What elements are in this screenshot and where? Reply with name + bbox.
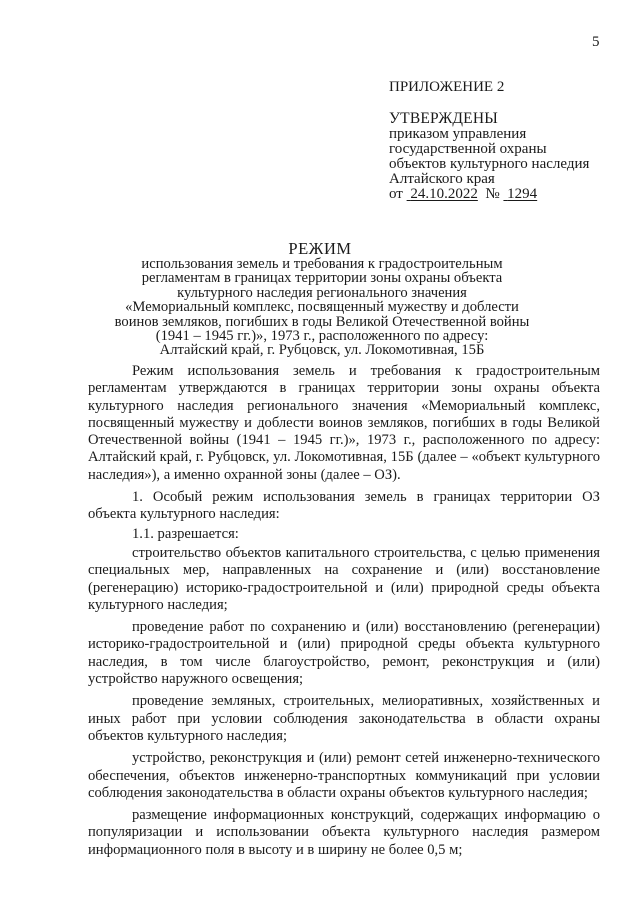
subtitle-line: культурного наследия регионального значения <box>177 284 467 301</box>
paragraph-1-1: 1.1. разрешается: <box>132 525 239 542</box>
approval-line: объектов культурного наследия <box>389 156 590 172</box>
paragraph-intro: Режим использования земель и требования к градостроительным регламентам утверждаются в границах территории зоны охраны объекта культурного наследия регионального значения «Мемориальный комплекс, посвященный мужеству и доблести воинов земляков, погибших в годы Великой Отечественной войны (1941 – 1945 гг.)», 1973 г., расположенного по адресу: Алтайский край, г. Рубцовск, ул. Локомотивная, 15Б (далее – «объект культурного наследия»), а именно охранной зоны (далее – ОЗ). <box>88 363 600 483</box>
paragraph-item: проведение работ по сохранению и (или) восстановлению (регенерации) историко-градостроительной и (или) природной среды объекта культурного наследия, в том числе благоустройство, ремонт, реконструкция и (или) устройство наружного освещения; <box>88 619 600 688</box>
appendix-label: ПРИЛОЖЕНИЕ 2 <box>389 79 505 95</box>
number-prefix: № <box>485 186 500 202</box>
document-title: РЕЖИМ <box>288 239 352 258</box>
approved-title: УТВЕРЖДЕНЫ <box>389 110 498 127</box>
paragraph-item: размещение информационных конструкций, содержащих информацию о популяризации и использовании объекта культурного наследия размером информационного поля в высоту и в ширину не более 0,5 м; <box>88 807 600 858</box>
order-number: 1294 <box>507 186 538 202</box>
subtitle-line: использования земель и требования к градостроительным <box>141 256 503 272</box>
paragraph-item: устройство, реконструкция и (или) ремонт сетей инженерно-технического обеспечения, объектов инженерно-транспортных коммуникаций при условии соблюдения законодательства в области охраны объектов культурного наследия; <box>88 750 600 801</box>
subtitle-line: (1941 – 1945 гг.)», 1973 г., расположенного по адресу: <box>155 328 489 345</box>
page-number: 5 <box>592 34 600 50</box>
subtitle-line: воинов земляков, погибших в годы Великой Отечественной войны <box>114 313 530 330</box>
paragraph-item: строительство объектов капитального строительства, с целью применения специальных мер, направленных на сохранение и (или) восстановление (регенерацию) историко-градостроительной и (или) природной среды объекта культурного наследия; <box>88 544 600 613</box>
subtitle-line: «Мемориальный комплекс, посвященный мужеству и доблести <box>125 299 519 316</box>
document-body <box>88 363 600 864</box>
subtitle-line: Алтайский край, г. Рубцовск, ул. Локомотивная, 15Б <box>159 342 485 359</box>
approval-line: Алтайского края <box>389 171 495 187</box>
paragraph-item: проведение земляных, строительных, мелиоративных, хозяйственных и иных работ при условии соблюдения законодательства в области охраны объектов культурного наследия; <box>88 693 600 744</box>
order-date: 24.10.2022 <box>410 186 478 202</box>
paragraph-section-1: 1. Особый режим использования земель в границах территории ОЗ объекта культурного наследия: <box>88 489 600 523</box>
subtitle-line: регламентам в границах территории зоны охраны объекта <box>141 270 503 287</box>
approval-line: государственной охраны <box>389 141 547 157</box>
approval-block <box>389 111 589 202</box>
approval-line: приказом управления <box>389 126 527 142</box>
order-date-number-line <box>389 187 589 202</box>
document-subtitle <box>104 257 540 358</box>
date-prefix: от <box>389 186 403 202</box>
